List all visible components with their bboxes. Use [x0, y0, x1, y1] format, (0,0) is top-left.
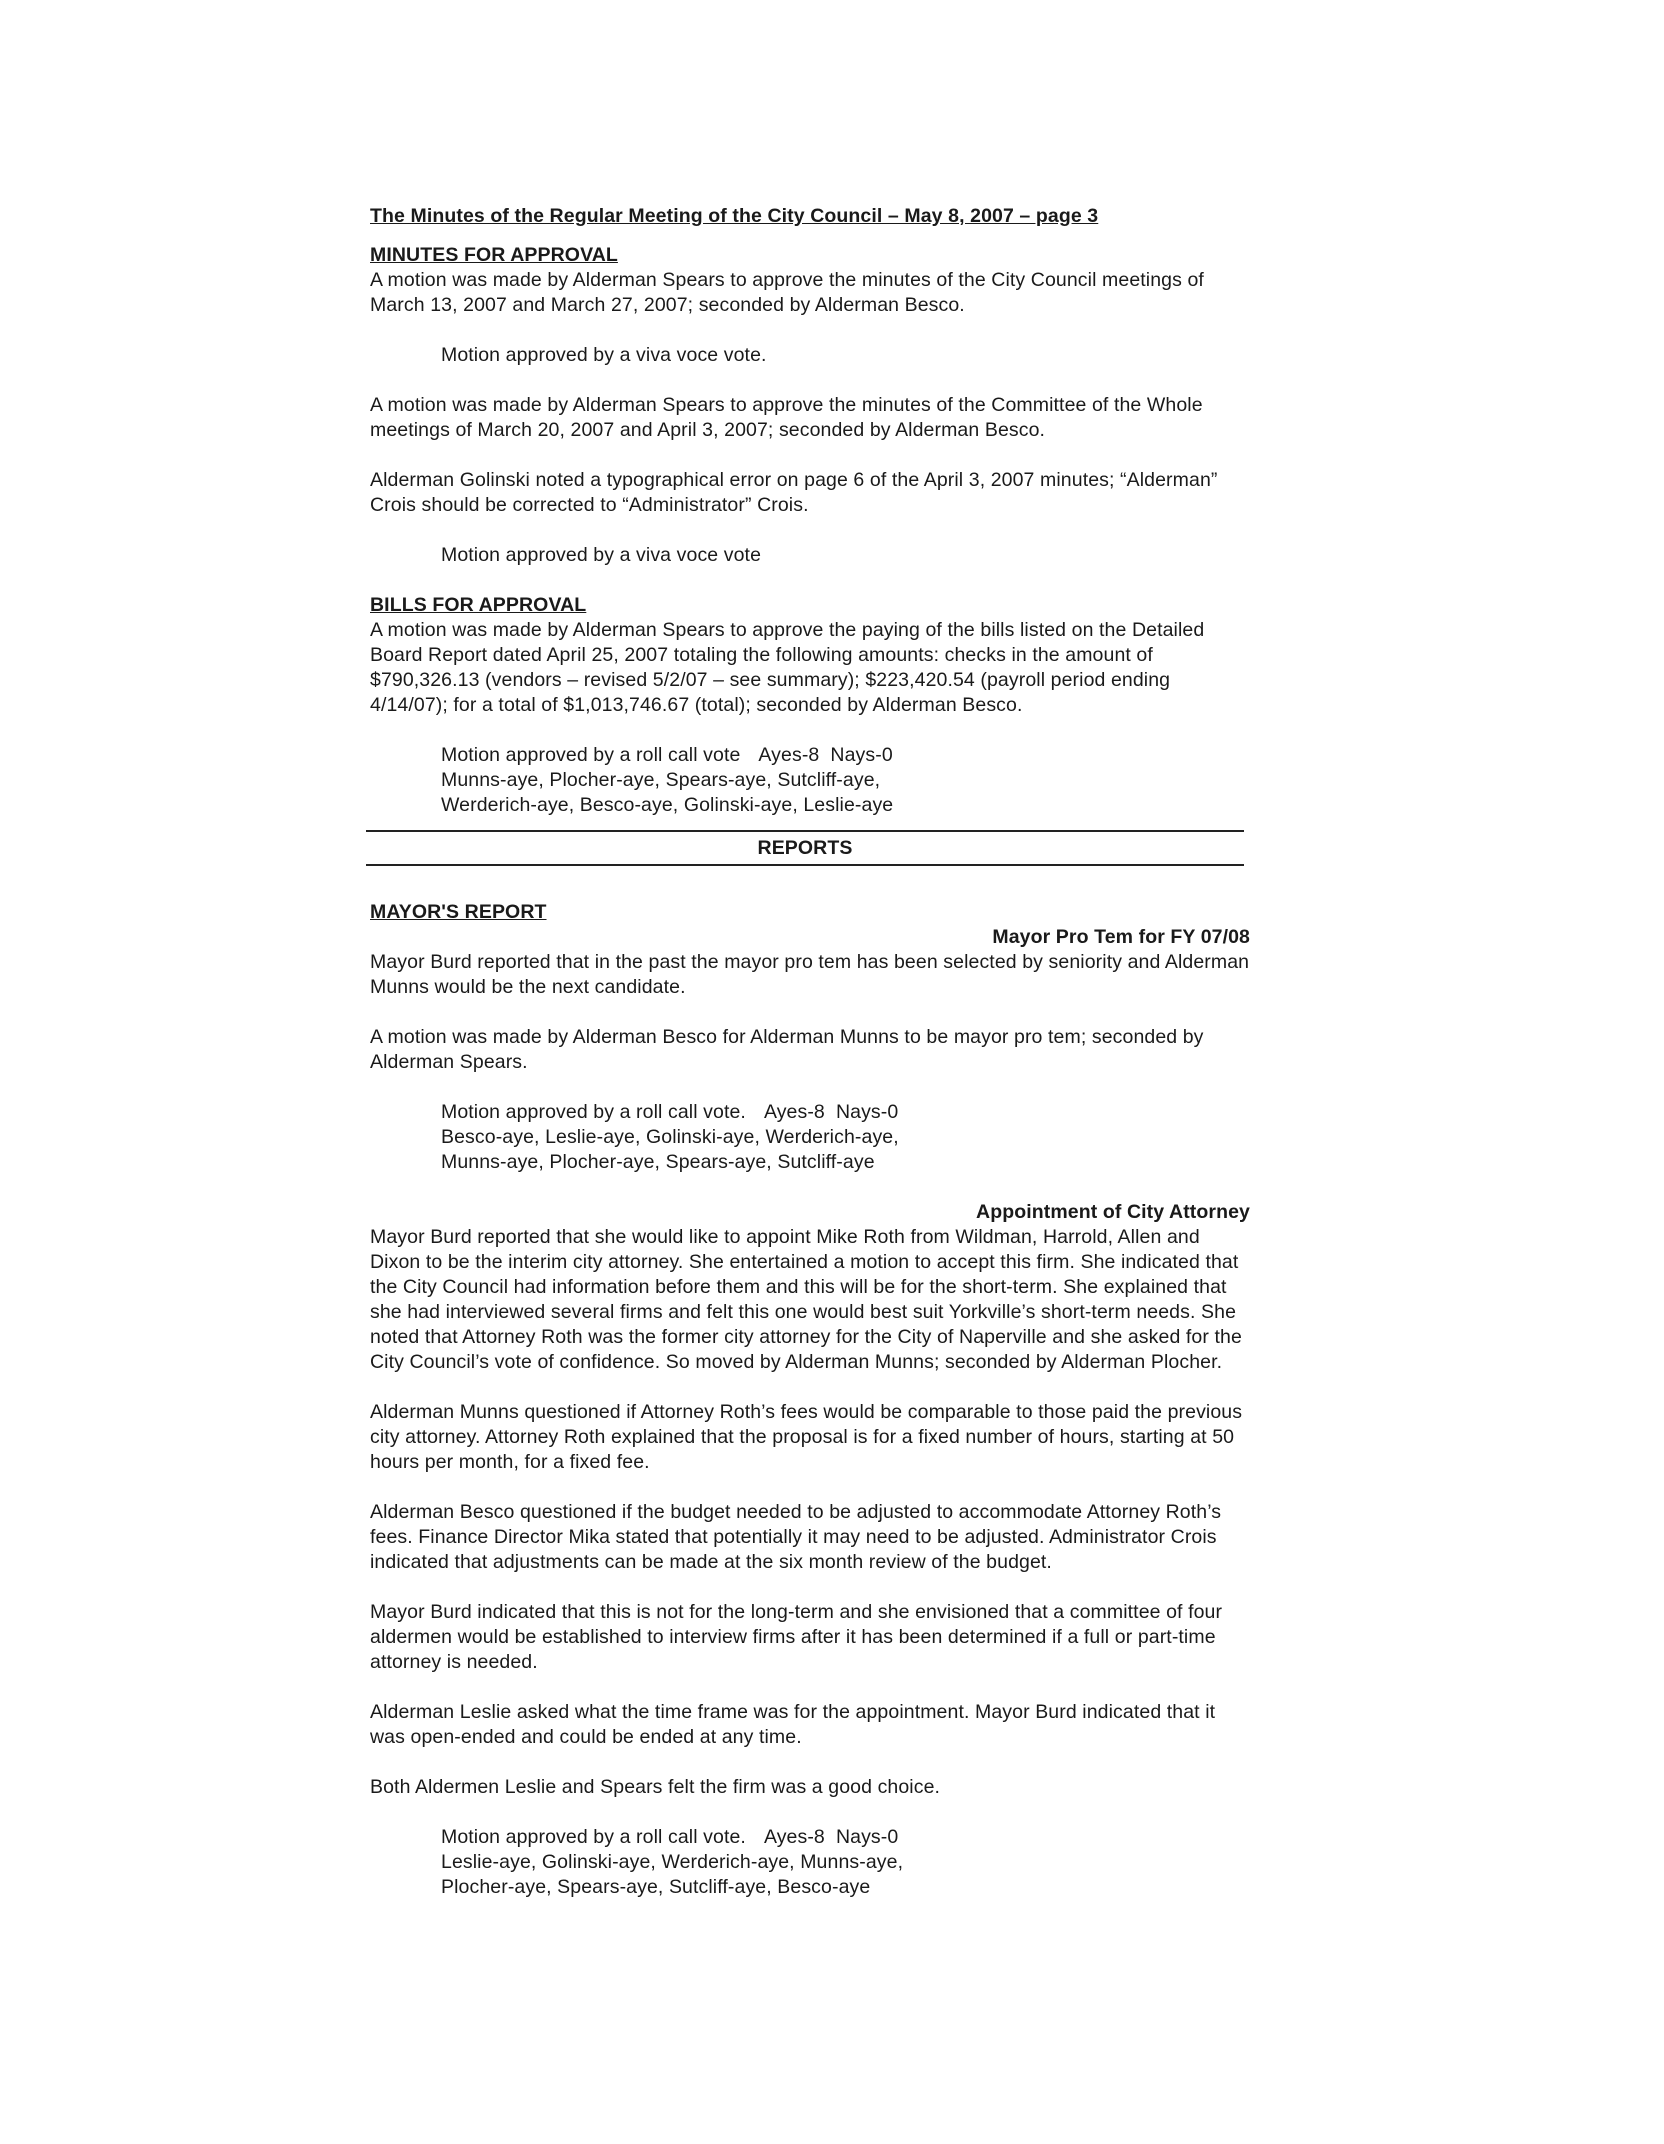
paragraph: Both Aldermen Leslie and Spears felt the firm was a good choice.: [370, 1776, 941, 1798]
paragraph: Alderman Besco questioned if the budget needed to be adjusted to accommodate Attorney Roth’s fees. Finance Director Mika stated that potentially it may need to be adjusted. Administrator Crois indicated that adjustments can be made at the six month review of the budget.: [370, 1501, 1222, 1573]
paragraph: Mayor Burd reported that in the past the mayor pro tem has been selected by seniority and Alderman Munns would be the next candidate.: [370, 951, 1250, 998]
roll-call-vote: [441, 1825, 1250, 1900]
vote-summary-line: [441, 743, 1250, 768]
paragraph: A motion was made by Alderman Spears to approve the minutes of the Committee of the Whole meetings of March 20, 2007 and April 3, 2007; seconded by Alderman Besco.: [370, 394, 1203, 441]
vote-motion: Motion approved by a roll call vote: [441, 744, 741, 766]
section-heading-bills: BILLS FOR APPROVAL: [370, 594, 587, 616]
subheading-city-attorney: Appointment of City Attorney: [976, 1201, 1250, 1223]
vote-nays: Nays-0: [830, 744, 893, 766]
vote-result: Motion approved by a viva voce vote.: [441, 344, 767, 366]
reports-title: REPORTS: [757, 837, 853, 859]
vote-nays: Nays-0: [835, 1826, 899, 1848]
section-heading-minutes: MINUTES FOR APPROVAL: [370, 244, 618, 266]
vote-names-line: Munns-aye, Plocher-aye, Spears-aye, Sutcliff-aye,: [441, 769, 881, 791]
vote-summary-line: [441, 1825, 1250, 1850]
vote-motion: Motion approved by a roll call vote.: [441, 1826, 746, 1848]
paragraph: A motion was made by Alderman Spears to approve the minutes of the City Council meetings of March 13, 2007 and March 27, 2007; seconded by Alderman Besco.: [370, 269, 1204, 316]
paragraph: A motion was made by Alderman Spears to approve the paying of the bills listed on the Detailed Board Report dated April 25, 2007 totaling the following amounts: checks in the amount of $790,326.13 (vendors – revised 5/2/07 – see summary); $223,420.54 (payroll period ending 4/14/07); for a total of $1,013,746.67 (total); seconded by Alderman Besco.: [370, 619, 1205, 716]
vote-names-line: Werderich-aye, Besco-aye, Golinski-aye, Leslie-aye: [441, 794, 894, 816]
vote-ayes: Ayes-8: [763, 1826, 825, 1848]
vote-result: Motion approved by a viva voce vote: [441, 544, 762, 566]
vote-names-line: Munns-aye, Plocher-aye, Spears-aye, Sutcliff-aye: [441, 1151, 875, 1173]
vote-nays: Nays-0: [835, 1101, 899, 1123]
subheading-mayor-pro-tem: Mayor Pro Tem for FY 07/08: [992, 926, 1250, 948]
roll-call-vote: [441, 1100, 1250, 1175]
paragraph: Mayor Burd indicated that this is not for the long-term and she envisioned that a committee of four aldermen would be established to interview firms after it has been determined if a full or part-time attorney is needed.: [370, 1601, 1223, 1673]
bills-for-approval-section: [370, 593, 1250, 818]
paragraph: Mayor Burd reported that she would like to appoint Mike Roth from Wildman, Harrold, Allen and Dixon to be the interim city attorney. She entertained a motion to accept this firm. She indicated that the City Council had information before them and this will be for the short-term. She explained that she had interviewed several firms and felt this one would best suit Yorkville’s short-term needs. She noted that Attorney Roth was the former city attorney for the City of Naperville and she asked for the City Council’s vote of confidence. So moved by Alderman Munns; seconded by Alderman Plocher.: [370, 1226, 1242, 1373]
page-header: The Minutes of the Regular Meeting of the City Council – May 8, 2007 – page 3: [370, 205, 1099, 227]
vote-summary-line: [441, 1100, 1250, 1125]
reports-divider: [366, 830, 1244, 866]
vote-ayes: Ayes-8: [758, 744, 820, 766]
document-page: [370, 204, 1250, 1900]
vote-names-line: Besco-aye, Leslie-aye, Golinski-aye, Werderich-aye,: [441, 1126, 899, 1148]
divider-line-bottom: [366, 864, 1244, 866]
mayors-report-section: [370, 900, 1250, 1900]
vote-names-line: Leslie-aye, Golinski-aye, Werderich-aye, Munns-aye,: [441, 1851, 904, 1873]
section-heading-mayors-report: MAYOR'S REPORT: [370, 901, 547, 923]
vote-ayes: Ayes-8: [763, 1101, 825, 1123]
paragraph: Alderman Leslie asked what the time frame was for the appointment. Mayor Burd indicated that it was open-ended and could be ended at any time.: [370, 1701, 1216, 1748]
paragraph: Alderman Golinski noted a typographical error on page 6 of the April 3, 2007 minutes; “Alderman” Crois should be corrected to “Administrator” Crois.: [370, 469, 1218, 516]
vote-motion: Motion approved by a roll call vote.: [441, 1101, 746, 1123]
vote-names-line: Plocher-aye, Spears-aye, Sutcliff-aye, Besco-aye: [441, 1876, 871, 1898]
minutes-for-approval-section: [370, 243, 1250, 568]
roll-call-vote: [441, 743, 1250, 818]
paragraph: Alderman Munns questioned if Attorney Roth’s fees would be comparable to those paid the previous city attorney. Attorney Roth explained that the proposal is for a fixed number of hours, starting at 50 hours per month, for a fixed fee.: [370, 1401, 1243, 1473]
paragraph: A motion was made by Alderman Besco for Alderman Munns to be mayor pro tem; seconded by Alderman Spears.: [370, 1026, 1204, 1073]
